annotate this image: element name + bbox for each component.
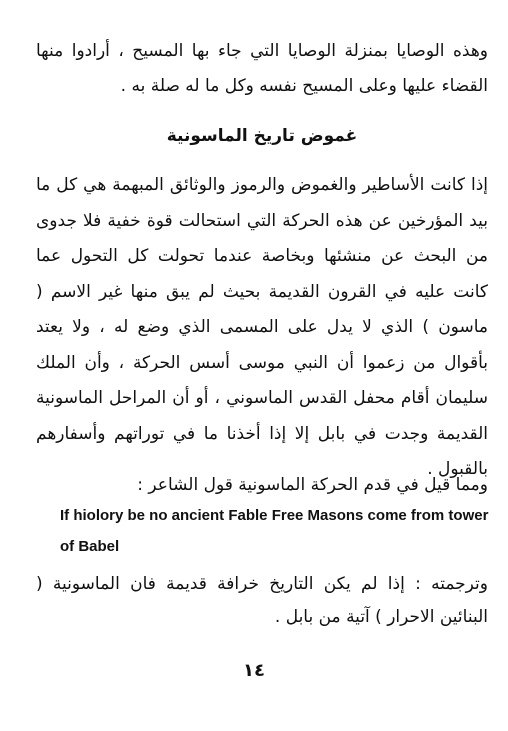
paragraph-3: ومما قيل في قدم الحركة الماسونية قول الشاعر : <box>137 475 488 495</box>
section-heading: غموض تاريخ الماسونية <box>166 126 358 146</box>
paragraph-4: وترجمته : إذا لم يكن التاريخ خرافة قديمة فان الماسونية ( البنائين الاحرار ) آتية من بابل . <box>36 574 488 627</box>
english-quote: If hiolory be no ancient Fable Free Masons come from tower of Babel <box>60 507 489 555</box>
page-number: ١٤ <box>243 660 265 681</box>
paragraph-1: وهذه الوصايا بمنزلة الوصايا التي جاء بها المسيح ، أرادوا منها القضاء عليها وعلى المسيح نفسه وكل ما له صلة به . <box>36 41 488 96</box>
paragraph-2: إذا كانت الأساطير والغموض والرموز والوثائق المبهمة هي كل ما بيد المؤرخين عن هذه الحركة التي استحالت قوة خفية فلا جدوى من البحث عن منشئها وبخاصة عندما تحولت كل التحول عما كانت عليه في القرون القديمة بحيث لم يبق منها غير الاسم ( ماسون ) الذي لا يدل على المسمى الذي وضع له ، ولا يعتد بأقوال من زعموا أن النبي موسى أسس الحركة ، وأن الملك سليمان أقام محفل القدس الماسوني ، أو أن المراحل الماسونية القديمة وجدت في بابل إلا إذا أخذنا ما في توراتهم وأسفارهم بالقبول . <box>36 175 488 479</box>
